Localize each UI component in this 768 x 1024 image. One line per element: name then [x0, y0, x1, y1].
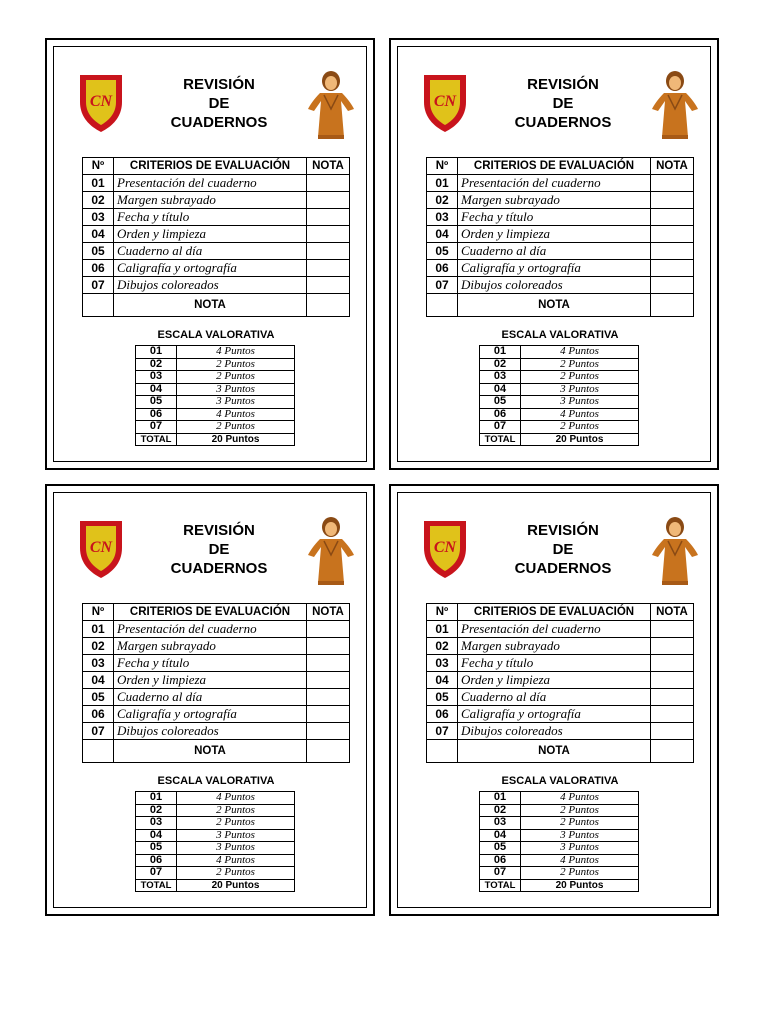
criteria-row — [83, 260, 350, 277]
rating-scale-table — [479, 345, 639, 446]
scale-row — [480, 408, 639, 421]
scale-key: 06 — [136, 854, 177, 867]
scale-value: 2 Puntos — [521, 817, 639, 830]
empty-cell — [83, 294, 114, 317]
scale-title: ESCALA VALORATIVA — [501, 329, 619, 341]
criteria-row — [427, 621, 694, 638]
empty-cell — [427, 294, 458, 317]
grade-cell — [651, 638, 694, 655]
rating-scale-table — [479, 791, 639, 892]
scale-value: 2 Puntos — [177, 817, 295, 830]
criteria-row — [83, 277, 350, 294]
criteria-row — [427, 723, 694, 740]
criterion-text: Presentación del cuaderno — [114, 621, 307, 638]
grade-cell — [651, 175, 694, 192]
svg-text:CN: CN — [433, 539, 457, 556]
grade-cell — [651, 621, 694, 638]
criteria-header-row — [83, 604, 350, 621]
criterion-number: 04 — [83, 226, 114, 243]
scale-title: ESCALA VALORATIVA — [501, 775, 619, 787]
criterion-text: Orden y limpieza — [458, 226, 651, 243]
rating-scale-table — [135, 345, 295, 446]
criteria-table — [426, 603, 694, 763]
column-header: Nº — [83, 604, 114, 621]
scale-value: 3 Puntos — [177, 829, 295, 842]
criterion-text: Fecha y título — [458, 209, 651, 226]
column-header: Nº — [427, 158, 458, 175]
criterion-number: 05 — [427, 243, 458, 260]
scale-row — [136, 371, 295, 384]
grade-cell — [651, 192, 694, 209]
criteria-row — [83, 243, 350, 260]
scale-value: 2 Puntos — [177, 371, 295, 384]
criterion-text: Orden y limpieza — [114, 672, 307, 689]
criteria-row — [83, 672, 350, 689]
card-frame — [397, 492, 711, 908]
scale-row — [480, 792, 639, 805]
scale-total-row — [136, 879, 295, 892]
scale-row — [136, 817, 295, 830]
criteria-total-row — [83, 740, 350, 763]
criterion-text: Caligrafía y ortografía — [458, 706, 651, 723]
criterion-text: Fecha y título — [114, 655, 307, 672]
scale-total-value: 20 Puntos — [521, 879, 639, 892]
criteria-row — [83, 723, 350, 740]
criteria-table — [82, 157, 350, 317]
criterion-number: 02 — [83, 192, 114, 209]
criterion-number: 01 — [427, 621, 458, 638]
criterion-text: Margen subrayado — [114, 192, 307, 209]
scale-row — [136, 867, 295, 880]
criterion-number: 06 — [427, 706, 458, 723]
grade-cell — [307, 621, 350, 638]
review-card — [45, 484, 375, 916]
criterion-text: Orden y limpieza — [114, 226, 307, 243]
criterion-number: 04 — [427, 226, 458, 243]
column-header: CRITERIOS DE EVALUACIÓN — [458, 604, 651, 621]
criteria-row — [427, 243, 694, 260]
column-header: NOTA — [651, 158, 694, 175]
scale-value: 4 Puntos — [177, 408, 295, 421]
criterion-number: 07 — [427, 277, 458, 294]
scale-key: 06 — [480, 408, 521, 421]
criterion-number: 06 — [83, 260, 114, 277]
scale-value: 2 Puntos — [521, 421, 639, 434]
total-grade-cell — [651, 740, 694, 763]
criterion-text: Dibujos coloreados — [114, 277, 307, 294]
total-label: NOTA — [458, 740, 651, 763]
criterion-number: 05 — [83, 689, 114, 706]
grade-cell — [651, 226, 694, 243]
scale-value: 2 Puntos — [521, 867, 639, 880]
rating-scale-table — [135, 791, 295, 892]
criterion-number: 07 — [83, 723, 114, 740]
criterion-number: 05 — [83, 243, 114, 260]
scale-key: 05 — [136, 842, 177, 855]
school-crest-logo — [421, 72, 469, 134]
title-line: DE — [552, 95, 574, 112]
scale-total-value: 20 Puntos — [521, 433, 639, 446]
criterion-text: Cuaderno al día — [114, 243, 307, 260]
scale-row — [136, 396, 295, 409]
criteria-total-row — [427, 740, 694, 763]
grade-cell — [307, 655, 350, 672]
scale-key: 03 — [136, 817, 177, 830]
criterion-number: 01 — [83, 175, 114, 192]
grade-cell — [307, 277, 350, 294]
grade-cell — [307, 260, 350, 277]
scale-value: 2 Puntos — [177, 804, 295, 817]
title-line: REVISIÓN — [527, 76, 599, 93]
grade-cell — [307, 723, 350, 740]
scale-key: 02 — [480, 804, 521, 817]
scale-row — [136, 829, 295, 842]
criteria-row — [83, 706, 350, 723]
criterion-number: 03 — [83, 655, 114, 672]
criteria-row — [83, 655, 350, 672]
scale-row — [480, 867, 639, 880]
scale-total-row — [480, 879, 639, 892]
scale-row — [480, 371, 639, 384]
title-line: CUADERNOS — [170, 560, 268, 577]
criteria-header-row — [83, 158, 350, 175]
scale-value: 2 Puntos — [521, 371, 639, 384]
criterion-text: Dibujos coloreados — [458, 723, 651, 740]
criteria-row — [83, 175, 350, 192]
criteria-row — [427, 209, 694, 226]
card-frame — [53, 46, 367, 462]
scale-value: 3 Puntos — [521, 396, 639, 409]
scale-total-row — [480, 433, 639, 446]
scale-key: 01 — [136, 346, 177, 359]
criterion-text: Dibujos coloreados — [114, 723, 307, 740]
criterion-text: Fecha y título — [114, 209, 307, 226]
scale-total-key: TOTAL — [480, 433, 521, 446]
title-line: CUADERNOS — [514, 560, 612, 577]
scale-key: 05 — [480, 842, 521, 855]
criterion-text: Caligrafía y ortografía — [114, 706, 307, 723]
criterion-text: Margen subrayado — [458, 638, 651, 655]
scale-key: 02 — [480, 358, 521, 371]
grade-cell — [307, 192, 350, 209]
scale-key: 02 — [136, 804, 177, 817]
scale-key: 07 — [136, 421, 177, 434]
scale-row — [480, 383, 639, 396]
criterion-number: 01 — [83, 621, 114, 638]
grade-cell — [307, 243, 350, 260]
criterion-text: Cuaderno al día — [458, 689, 651, 706]
card-frame — [397, 46, 711, 462]
criteria-total-row — [83, 294, 350, 317]
scale-key: 04 — [136, 383, 177, 396]
scale-key: 05 — [480, 396, 521, 409]
school-crest-logo — [77, 518, 125, 580]
scale-key: 07 — [136, 867, 177, 880]
criterion-text: Caligrafía y ortografía — [114, 260, 307, 277]
scale-row — [480, 854, 639, 867]
criteria-row — [427, 226, 694, 243]
criteria-row — [83, 621, 350, 638]
scale-key: 01 — [480, 792, 521, 805]
scale-key: 04 — [480, 383, 521, 396]
scale-row — [136, 346, 295, 359]
title-line: REVISIÓN — [183, 522, 255, 539]
child-jesus-figure-image — [650, 515, 700, 587]
scale-key: 07 — [480, 421, 521, 434]
criterion-number: 03 — [427, 655, 458, 672]
review-card — [389, 484, 719, 916]
criterion-number: 02 — [427, 192, 458, 209]
scale-total-value: 20 Puntos — [177, 879, 295, 892]
title-line: CUADERNOS — [170, 114, 268, 131]
column-header: NOTA — [651, 604, 694, 621]
school-crest-logo — [421, 518, 469, 580]
criterion-number: 06 — [427, 260, 458, 277]
scale-key: 04 — [136, 829, 177, 842]
criteria-table — [426, 157, 694, 317]
criterion-text: Margen subrayado — [114, 638, 307, 655]
document-title — [493, 521, 633, 578]
criteria-row — [83, 226, 350, 243]
column-header: CRITERIOS DE EVALUACIÓN — [458, 158, 651, 175]
criterion-number: 06 — [83, 706, 114, 723]
criterion-number: 07 — [83, 277, 114, 294]
criterion-number: 07 — [427, 723, 458, 740]
criterion-number: 03 — [427, 209, 458, 226]
criterion-text: Margen subrayado — [458, 192, 651, 209]
grade-cell — [307, 689, 350, 706]
title-line: DE — [208, 541, 230, 558]
scale-key: 03 — [136, 371, 177, 384]
grade-cell — [651, 655, 694, 672]
criterion-text: Fecha y título — [458, 655, 651, 672]
criterion-number: 04 — [83, 672, 114, 689]
criteria-row — [83, 209, 350, 226]
scale-key: 06 — [136, 408, 177, 421]
criteria-row — [427, 706, 694, 723]
criteria-row — [427, 689, 694, 706]
criteria-row — [427, 175, 694, 192]
scale-value: 4 Puntos — [521, 854, 639, 867]
scale-key: 05 — [136, 396, 177, 409]
criterion-text: Cuaderno al día — [458, 243, 651, 260]
criterion-number: 02 — [83, 638, 114, 655]
grade-cell — [651, 689, 694, 706]
total-grade-cell — [651, 294, 694, 317]
scale-key: 03 — [480, 817, 521, 830]
column-header: CRITERIOS DE EVALUACIÓN — [114, 158, 307, 175]
scale-row — [480, 346, 639, 359]
criteria-total-row — [427, 294, 694, 317]
criterion-text: Caligrafía y ortografía — [458, 260, 651, 277]
scale-total-key: TOTAL — [480, 879, 521, 892]
scale-key: 07 — [480, 867, 521, 880]
criterion-number: 01 — [427, 175, 458, 192]
scale-value: 3 Puntos — [521, 842, 639, 855]
total-grade-cell — [307, 294, 350, 317]
scale-row — [136, 358, 295, 371]
criteria-row — [427, 655, 694, 672]
total-label: NOTA — [114, 294, 307, 317]
svg-text:CN: CN — [89, 93, 113, 110]
scale-value: 4 Puntos — [521, 346, 639, 359]
scale-value: 3 Puntos — [521, 829, 639, 842]
scale-value: 4 Puntos — [177, 854, 295, 867]
document-title — [493, 75, 633, 132]
grade-cell — [307, 175, 350, 192]
scale-value: 2 Puntos — [521, 358, 639, 371]
criterion-text: Presentación del cuaderno — [458, 175, 651, 192]
scale-value: 4 Puntos — [521, 408, 639, 421]
criteria-row — [427, 192, 694, 209]
total-label: NOTA — [458, 294, 651, 317]
grade-cell — [307, 638, 350, 655]
total-grade-cell — [307, 740, 350, 763]
column-header: NOTA — [307, 158, 350, 175]
scale-total-key: TOTAL — [136, 879, 177, 892]
child-jesus-figure-image — [650, 69, 700, 141]
title-line: DE — [208, 95, 230, 112]
column-header: CRITERIOS DE EVALUACIÓN — [114, 604, 307, 621]
scale-value: 2 Puntos — [177, 867, 295, 880]
scale-value: 2 Puntos — [177, 358, 295, 371]
title-line: DE — [552, 541, 574, 558]
grade-cell — [651, 277, 694, 294]
scale-value: 4 Puntos — [177, 792, 295, 805]
scale-row — [136, 408, 295, 421]
criteria-row — [427, 260, 694, 277]
scale-key: 04 — [480, 829, 521, 842]
title-line: REVISIÓN — [527, 522, 599, 539]
grade-cell — [651, 706, 694, 723]
criterion-text: Orden y limpieza — [458, 672, 651, 689]
criterion-text: Presentación del cuaderno — [114, 175, 307, 192]
column-header: NOTA — [307, 604, 350, 621]
scale-row — [480, 842, 639, 855]
scale-row — [480, 358, 639, 371]
criteria-header-row — [427, 158, 694, 175]
criterion-number: 04 — [427, 672, 458, 689]
scale-row — [480, 817, 639, 830]
criterion-number: 03 — [83, 209, 114, 226]
column-header: Nº — [427, 604, 458, 621]
grade-cell — [651, 209, 694, 226]
scale-key: 03 — [480, 371, 521, 384]
scale-total-row — [136, 433, 295, 446]
scale-value: 2 Puntos — [177, 421, 295, 434]
scale-value: 2 Puntos — [521, 804, 639, 817]
scale-title: ESCALA VALORATIVA — [157, 775, 275, 787]
criterion-text: Presentación del cuaderno — [458, 621, 651, 638]
empty-cell — [427, 740, 458, 763]
scale-value: 4 Puntos — [521, 792, 639, 805]
criteria-row — [83, 192, 350, 209]
scale-row — [480, 804, 639, 817]
criterion-text: Dibujos coloreados — [458, 277, 651, 294]
scale-value: 3 Puntos — [521, 383, 639, 396]
title-line: REVISIÓN — [183, 76, 255, 93]
column-header: Nº — [83, 158, 114, 175]
scale-total-key: TOTAL — [136, 433, 177, 446]
scale-value: 3 Puntos — [177, 842, 295, 855]
criteria-row — [427, 277, 694, 294]
criteria-row — [83, 638, 350, 655]
criteria-row — [427, 638, 694, 655]
review-card — [45, 38, 375, 470]
criterion-number: 05 — [427, 689, 458, 706]
scale-row — [136, 792, 295, 805]
grade-cell — [307, 672, 350, 689]
scale-key: 01 — [136, 792, 177, 805]
scale-row — [136, 421, 295, 434]
scale-value: 4 Puntos — [177, 346, 295, 359]
scale-row — [480, 829, 639, 842]
review-card — [389, 38, 719, 470]
grade-cell — [307, 209, 350, 226]
svg-text:CN: CN — [433, 93, 457, 110]
criteria-row — [427, 672, 694, 689]
empty-cell — [83, 740, 114, 763]
criterion-number: 02 — [427, 638, 458, 655]
document-title — [149, 521, 289, 578]
scale-row — [480, 396, 639, 409]
scale-row — [480, 421, 639, 434]
scale-value: 3 Puntos — [177, 383, 295, 396]
scale-title: ESCALA VALORATIVA — [157, 329, 275, 341]
grade-cell — [651, 672, 694, 689]
scale-row — [136, 854, 295, 867]
grade-cell — [651, 260, 694, 277]
grade-cell — [651, 243, 694, 260]
scale-key: 02 — [136, 358, 177, 371]
criterion-text: Cuaderno al día — [114, 689, 307, 706]
scale-key: 06 — [480, 854, 521, 867]
school-crest-logo — [77, 72, 125, 134]
total-label: NOTA — [114, 740, 307, 763]
card-frame — [53, 492, 367, 908]
scale-row — [136, 804, 295, 817]
child-jesus-figure-image — [306, 69, 356, 141]
criteria-row — [83, 689, 350, 706]
scale-row — [136, 383, 295, 396]
scale-key: 01 — [480, 346, 521, 359]
criteria-table — [82, 603, 350, 763]
criteria-header-row — [427, 604, 694, 621]
grade-cell — [307, 706, 350, 723]
child-jesus-figure-image — [306, 515, 356, 587]
scale-value: 3 Puntos — [177, 396, 295, 409]
grade-cell — [307, 226, 350, 243]
title-line: CUADERNOS — [514, 114, 612, 131]
svg-text:CN: CN — [89, 539, 113, 556]
scale-row — [136, 842, 295, 855]
grade-cell — [651, 723, 694, 740]
document-title — [149, 75, 289, 132]
scale-total-value: 20 Puntos — [177, 433, 295, 446]
